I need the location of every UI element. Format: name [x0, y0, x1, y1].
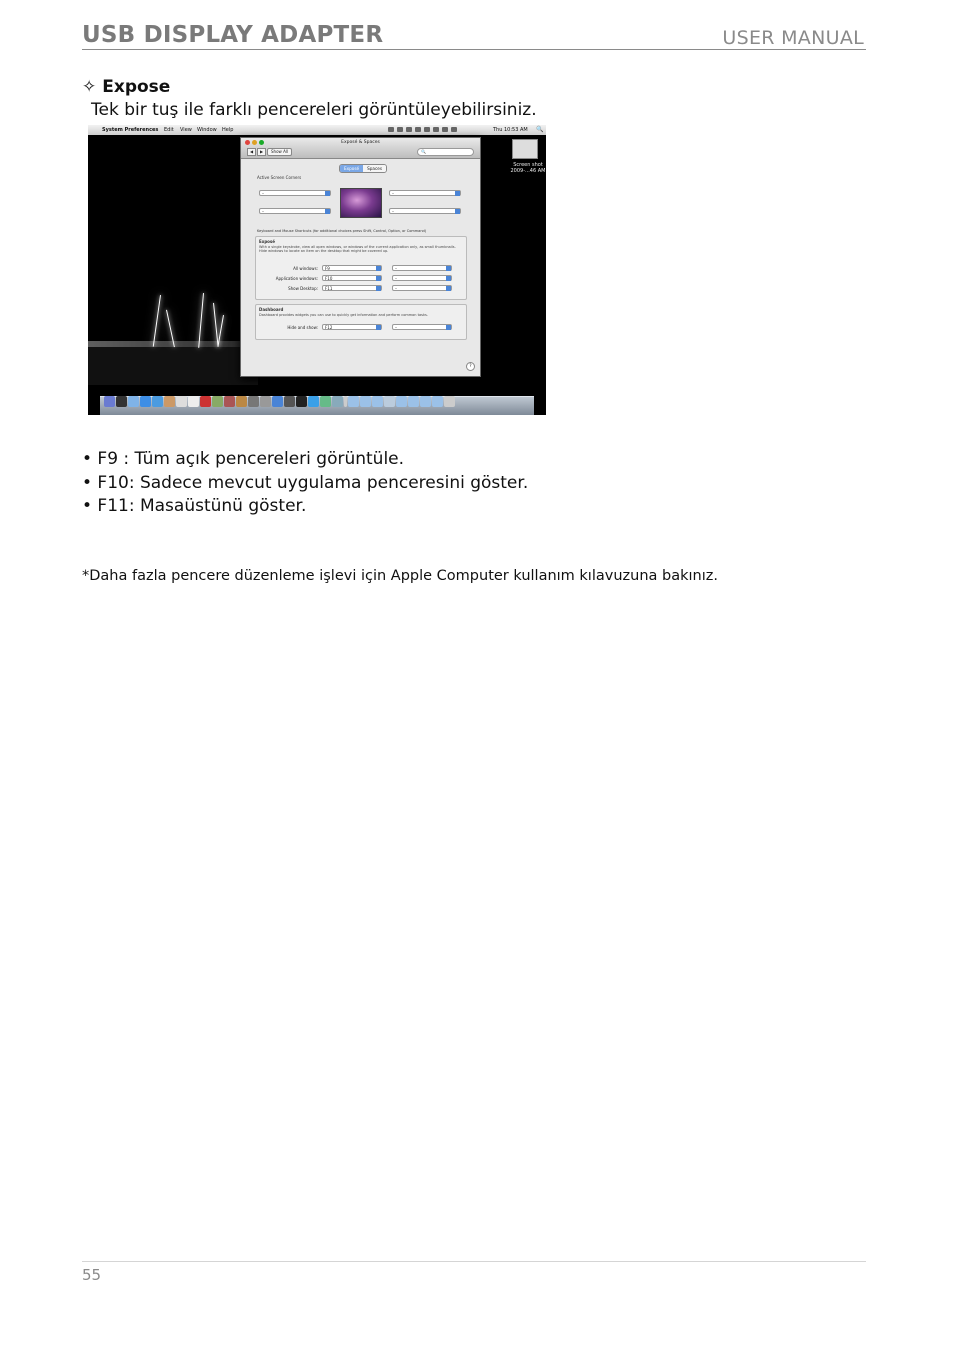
application-windows-mouse-popup[interactable]: –	[392, 275, 452, 281]
forward-button[interactable]: ▶	[257, 148, 266, 156]
nav-buttons	[247, 148, 267, 156]
footer-divider	[82, 1261, 866, 1262]
terminal-icon[interactable]	[284, 396, 295, 407]
system-preferences-icon[interactable]	[260, 396, 271, 407]
iphoto-icon[interactable]	[212, 396, 223, 407]
mac-menu-bar	[88, 125, 546, 135]
window-title: Exposé & Spaces	[341, 140, 380, 145]
hide-and-show-label: Hide and show:	[287, 325, 318, 330]
expose-group	[255, 236, 467, 300]
manual-label: USER MANUAL	[722, 27, 864, 49]
show-desktop-label: Show Desktop:	[288, 286, 318, 291]
corner-bottom-right-popup[interactable]: –	[389, 208, 461, 214]
dashboard-description: Dashboard provides widgets you can use to quickly get information and perform common tasks.	[259, 313, 428, 317]
imovie-icon[interactable]	[224, 396, 235, 407]
dock-separator	[344, 396, 347, 407]
hide-and-show-mouse-popup[interactable]: –	[392, 324, 452, 330]
app-icon[interactable]	[332, 396, 343, 407]
folder-icon[interactable]	[372, 396, 383, 407]
finder-icon[interactable]	[104, 396, 115, 407]
app-icon[interactable]	[272, 396, 283, 407]
tab-bar	[339, 164, 387, 173]
all-windows-mouse-popup[interactable]: –	[392, 265, 452, 271]
preview-icon[interactable]	[188, 396, 199, 407]
dashboard-group-label: Dashboard	[259, 307, 284, 312]
lightning-bolt	[198, 293, 204, 348]
section-title-text: Expose	[102, 77, 171, 97]
show-desktop-mouse-popup[interactable]: –	[392, 285, 452, 291]
list-item: • F11: Masaüstünü göster.	[82, 496, 307, 516]
document-icon[interactable]	[384, 396, 395, 407]
corner-top-right-popup[interactable]: –	[389, 190, 461, 196]
help-button[interactable]: ?	[466, 362, 475, 371]
shortcuts-label: Keyboard and Mouse Shortcuts (for additional choices press Shift, Control, Option, or Command)	[257, 229, 427, 233]
trash-icon[interactable]	[444, 396, 455, 407]
star-icon: ✧	[82, 77, 97, 97]
tab-spaces[interactable]: Spaces	[363, 165, 386, 172]
ichat-icon[interactable]	[152, 396, 163, 407]
page-header	[82, 22, 866, 50]
itunes-icon[interactable]	[200, 396, 211, 407]
menu-window[interactable]: Window	[197, 127, 217, 133]
garageband-icon[interactable]	[236, 396, 247, 407]
menu-extras	[388, 127, 488, 133]
tab-expose[interactable]: Exposé	[340, 165, 363, 172]
menubar-clock[interactable]: Thu 10:53 AM	[493, 127, 528, 133]
search-input[interactable]: 🔍	[417, 148, 474, 156]
footnote: *Daha fazla pencere düzenleme işlevi için Apple Computer kullanım kılavuzuna bakınız.	[82, 568, 718, 584]
screenshot-file-icon[interactable]	[512, 139, 538, 159]
spotlight-icon[interactable]: 🔍	[536, 126, 544, 133]
show-desktop-key-popup[interactable]: F11	[322, 285, 382, 291]
show-all-button[interactable]: Show All	[267, 148, 292, 156]
all-windows-label: All windows:	[293, 266, 318, 271]
folder-icon[interactable]	[408, 396, 419, 407]
address-book-icon[interactable]	[164, 396, 175, 407]
expose-group-label: Exposé	[259, 239, 276, 244]
folder-icon[interactable]	[348, 396, 359, 407]
folder-icon[interactable]	[420, 396, 431, 407]
app-icon[interactable]	[320, 396, 331, 407]
skype-icon[interactable]	[308, 396, 319, 407]
safari-icon[interactable]	[140, 396, 151, 407]
mail-icon[interactable]	[128, 396, 139, 407]
dashboard-group	[255, 304, 467, 340]
corner-bottom-left-popup[interactable]: –	[259, 208, 331, 214]
document-title: USB DISPLAY ADAPTER	[82, 22, 384, 48]
list-item: • F10: Sadece mevcut uygulama penceresini göster.	[82, 472, 529, 493]
back-button[interactable]: ◀	[247, 148, 256, 156]
folder-icon[interactable]	[396, 396, 407, 407]
desert-ground	[88, 347, 258, 385]
menu-help[interactable]: Help	[222, 127, 234, 133]
all-windows-key-popup[interactable]: F9	[322, 265, 382, 271]
dashboard-icon[interactable]	[116, 396, 127, 407]
expose-screenshot	[88, 125, 546, 415]
list-item: • F9 : Tüm açık pencereleri görüntüle.	[82, 449, 405, 469]
section-heading	[82, 77, 170, 97]
hide-and-show-key-popup[interactable]: F12	[322, 324, 382, 330]
desktop-thumbnail	[340, 188, 382, 218]
time-machine-icon[interactable]	[248, 396, 259, 407]
ical-icon[interactable]	[176, 396, 187, 407]
page-number: 55	[82, 1266, 102, 1284]
lightning-bolt	[153, 295, 162, 347]
expose-description: With a single keystroke, view all open windows, or windows of the current application only, as small thumbnails. Hide windows to locate an item on the desktop that might be covered up.	[259, 245, 456, 254]
desktop-icon-label: Screen shot 2009-...46 AM	[510, 162, 546, 174]
menu-system-preferences[interactable]: System Preferences	[102, 127, 159, 133]
active-corners-label: Active Screen Corners	[257, 175, 302, 180]
menu-view[interactable]: View	[180, 127, 192, 133]
folder-icon[interactable]	[432, 396, 443, 407]
intro-text: Tek bir tuş ile farklı pencereleri görüntüleyebilirsiniz.	[91, 100, 537, 120]
application-windows-label: Application windows:	[275, 276, 318, 281]
menu-edit[interactable]: Edit	[164, 127, 174, 133]
application-windows-key-popup[interactable]: F10	[322, 275, 382, 281]
dock-icons	[104, 390, 455, 410]
corner-top-left-popup[interactable]: –	[259, 190, 331, 196]
window-titlebar[interactable]	[241, 138, 480, 159]
shortcut-list	[82, 448, 528, 519]
folder-icon[interactable]	[360, 396, 371, 407]
expose-spaces-window	[240, 137, 481, 377]
console-icon[interactable]	[296, 396, 307, 407]
